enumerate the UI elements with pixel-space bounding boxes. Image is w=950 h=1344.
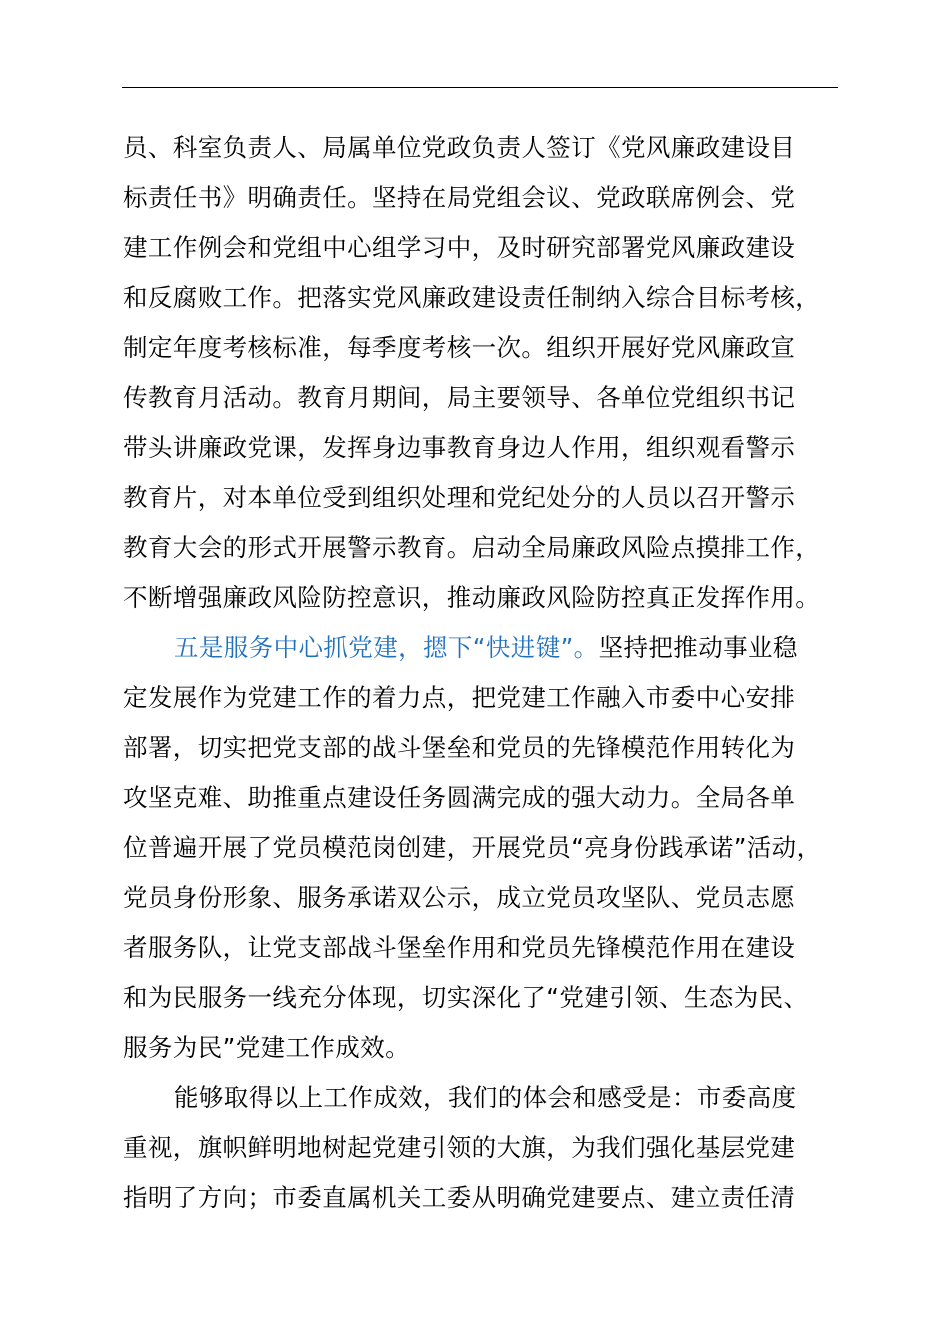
text-line: 员、科室负责人、局属单位党政负责人签订《党风廉政建设目 <box>123 133 796 162</box>
text-line: 党员身份形象、服务承诺双公示，成立党员攻坚队、党员志愿 <box>123 883 796 912</box>
heading-continuation: 坚持把推动事业稳 <box>598 633 798 662</box>
header-rule <box>122 87 838 88</box>
document-body <box>123 123 839 1223</box>
text-line: 和反腐败工作。把落实党风廉政建设责任制纳入综合目标考核， <box>123 283 821 312</box>
text-line: 建工作例会和党组中心组学习中，及时研究部署党风廉政建设 <box>123 233 796 262</box>
text-line: 制定年度考核标准，每季度考核一次。组织开展好党风廉政宣 <box>123 333 796 362</box>
text-line: 指明了方向；市委直属机关工委从明确党建要点、建立责任清 <box>123 1183 796 1212</box>
text-line: 攻坚克难、助推重点建设任务圆满完成的强大动力。全局各单 <box>123 783 796 812</box>
text-line: 教育片，对本单位受到组织处理和党纪处分的人员以召开警示 <box>123 483 796 512</box>
text-line: 教育大会的形式开展警示教育。启动全局廉政风险点摸排工作， <box>123 533 821 562</box>
text-line: 部署，切实把党支部的战斗堡垒和党员的先锋模范作用转化为 <box>123 733 796 762</box>
text-line: 重视，旗帜鲜明地树起党建引领的大旗，为我们强化基层党建 <box>123 1133 796 1162</box>
text-line: 服务为民”党建工作成效。 <box>123 1033 410 1062</box>
section-heading: 五是服务中心抓党建，摁下“快进键”。 <box>174 633 599 662</box>
text-line: 定发展作为党建工作的着力点，把党建工作融入市委中心安排 <box>123 683 796 712</box>
text-line: 标责任书》明确责任。坚持在局党组会议、党政联席例会、党 <box>123 183 796 212</box>
paragraph-experience <box>123 1073 839 1223</box>
text-line: 带头讲廉政党课，发挥身边事教育身边人作用，组织观看警示 <box>123 433 796 462</box>
text-line: 不断增强廉政风险防控意识，推动廉政风险防控真正发挥作用。 <box>123 583 821 612</box>
text-line <box>123 623 839 673</box>
paragraph-accountability <box>123 123 839 623</box>
text-line: 者服务队，让党支部战斗堡垒作用和党员先锋模范作用在建设 <box>123 933 796 962</box>
paragraph-service-center <box>123 623 839 1073</box>
text-line: 传教育月活动。教育月期间，局主要领导、各单位党组织书记 <box>123 383 796 412</box>
text-line: 位普遍开展了党员模范岗创建，开展党员“亮身份践承诺”活动， <box>123 833 822 862</box>
text-line: 能够取得以上工作成效，我们的体会和感受是：市委高度 <box>174 1083 797 1112</box>
text-line: 和为民服务一线充分体现，切实深化了“党建引领、生态为民、 <box>123 983 809 1012</box>
